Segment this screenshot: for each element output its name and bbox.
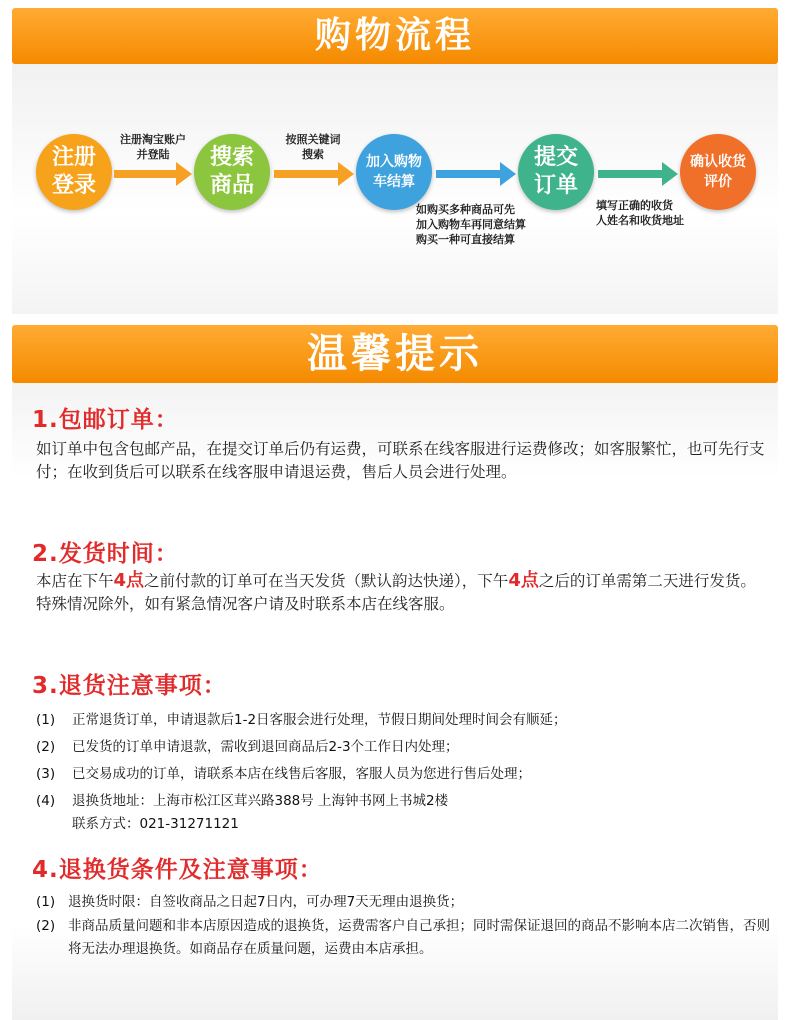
note-line: 搜索	[302, 148, 324, 161]
section2-text	[36, 569, 771, 616]
note-line: 如购买多种商品可先	[416, 203, 515, 216]
section3-title: 3.退货注意事项：	[32, 673, 227, 699]
step-label: 加入购物	[366, 154, 422, 170]
step-label: 商品	[209, 173, 254, 198]
item-number: (1)	[36, 712, 56, 728]
shopping-flow-panel	[12, 64, 778, 314]
step-label: 评价	[704, 174, 732, 190]
tips-banner: 温馨提示	[12, 325, 778, 383]
shopping-flow-banner: 购物流程	[12, 8, 778, 64]
highlight-time: 4点	[113, 570, 145, 591]
flow-arrow-4	[598, 170, 678, 178]
note-line: 并登陆	[136, 148, 170, 161]
list-item	[36, 762, 531, 782]
step-add-to-cart	[356, 134, 432, 210]
text-run: 之后的订单需第二天进行发货。特殊情况除外，如有紧急情况客户请及时联系本店在线客服。	[36, 572, 756, 613]
item-text: 正常退货订单，申请退款后1-2日客服会进行处理，节假日期间处理时间会有顺延；	[72, 712, 567, 728]
list-item	[36, 890, 463, 910]
note-line: 购买一种可直接结算	[416, 233, 515, 246]
list-item	[36, 708, 567, 728]
item-number: (2)	[36, 918, 56, 934]
text-run: 本店在下午	[36, 572, 114, 590]
step-label: 搜索	[209, 145, 254, 170]
item-text: 退换货地址：上海市松江区茸兴路388号 上海钟书网上书城2楼	[72, 793, 449, 809]
step-label: 登录	[51, 173, 96, 198]
section4-title: 4.退换货条件及注意事项：	[32, 857, 323, 883]
item-text: 非商品质量问题和非本店原因造成的退换货，运费需客户自己承担；同时需保证退回的商品不影响本店二次销售，否则将无法办理退换货。如商品存在质量问题，运费由本店承担。	[68, 918, 770, 957]
section2-title: 2.发货时间：	[32, 541, 179, 567]
step-label: 订单	[533, 173, 578, 198]
step-label: 注册	[51, 145, 96, 170]
arrow-note-1	[108, 132, 198, 162]
tips-panel	[12, 383, 778, 1020]
flow-arrow-1	[114, 170, 192, 178]
item-text: 退换货时限：自签收商品之日起7日内，可办理7天无理由退换货；	[68, 894, 464, 910]
item-number: (3)	[36, 766, 56, 782]
note-line: 人姓名和收货地址	[596, 214, 684, 227]
arrow-note-2	[268, 132, 358, 162]
step-search-product	[194, 134, 270, 210]
item-number: (4)	[36, 793, 56, 809]
highlight-time: 4点	[508, 570, 539, 591]
note-line: 加入购物车再同意结算	[416, 218, 526, 231]
step-submit-order	[518, 134, 594, 210]
note-line: 注册淘宝账户	[120, 133, 186, 146]
item-number: (1)	[36, 894, 56, 910]
item-text: 已发货的订单申请退款，需收到退回商品后2-3个工作日内处理；	[72, 739, 459, 755]
contact-info: 联系方式：021-31271121	[72, 816, 239, 832]
step-label: 确认收货	[690, 154, 746, 170]
step-confirm-review	[680, 134, 756, 210]
section1-text: 如订单中包含包邮产品，在提交订单后仍有运费，可联系在线客服进行运费修改；如客服繁忙，也可先行支付；在收到货后可以联系在线客服申请退运费，售后人员会进行处理。	[36, 440, 765, 481]
arrow-note-3	[416, 202, 526, 247]
arrow-note-4	[596, 198, 684, 228]
text-run: 之前付款的订单可在当天发货（默认韵达快递），下午	[144, 572, 509, 590]
flow-arrow-3	[436, 170, 516, 178]
flow-arrow-2	[274, 170, 354, 178]
list-item	[36, 915, 776, 961]
list-item	[36, 789, 448, 809]
section1-title: 1.包邮订单：	[32, 407, 179, 433]
note-line: 填写正确的收货	[596, 199, 673, 212]
item-number: (2)	[36, 739, 56, 755]
step-label: 车结算	[373, 174, 415, 190]
item-text: 已交易成功的订单，请联系本店在线售后客服，客服人员为您进行售后处理；	[72, 766, 531, 782]
step-register-login	[36, 134, 112, 210]
list-item	[36, 735, 459, 755]
step-label: 提交	[533, 145, 578, 170]
note-line: 按照关键词	[285, 133, 341, 146]
